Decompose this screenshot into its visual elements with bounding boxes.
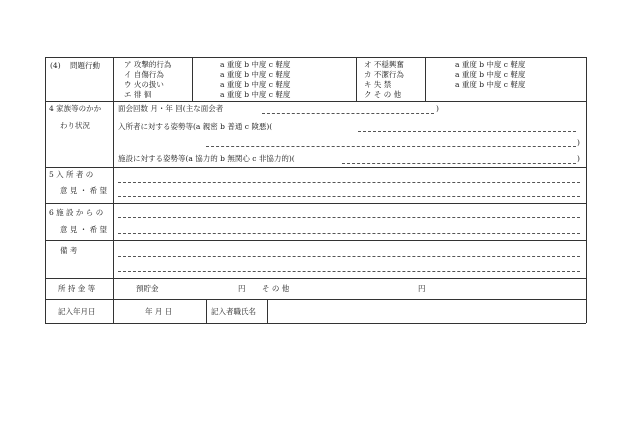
row-line-bottom: [45, 323, 586, 324]
money-label: 所 持 金 等: [58, 284, 96, 293]
other-unit: 円: [418, 284, 426, 293]
resident-opinion-label-1: 5 入 所 者 の: [49, 170, 94, 179]
resident-opinion-field-2[interactable]: [118, 196, 580, 197]
writer-name-field[interactable]: [268, 300, 585, 322]
facility-opinion-field-1[interactable]: [118, 217, 580, 218]
remarks-label: 備 考: [60, 246, 78, 255]
resident-attitude-close: ): [577, 138, 580, 147]
section4-label: 問題行動: [70, 61, 100, 70]
severity-scale: a 重度 b 中度 c 軽度: [220, 60, 291, 69]
behavior-item-ki: キ 失 禁: [364, 80, 392, 89]
family-label-line2: わり状況: [60, 121, 90, 130]
row-line-top: [45, 57, 586, 58]
resident-attitude-field-2[interactable]: [206, 146, 576, 147]
severity-scale: a 重度 b 中度 c 軽度: [455, 60, 526, 69]
row-line-remarks: [45, 240, 586, 241]
row-line-facility: [45, 203, 586, 204]
behavior-item-ka: カ 不潔行為: [364, 70, 404, 79]
resident-attitude-field[interactable]: [358, 131, 576, 132]
savings-unit: 円: [238, 284, 246, 293]
severity-scale: a 重度 b 中度 c 軽度: [220, 70, 291, 79]
section4-num: (4): [50, 61, 61, 70]
entry-date-label: 記入年月日: [58, 307, 96, 316]
resident-opinion-label-2: 意 見 ・ 希 望: [60, 186, 108, 195]
behavior-item-ku: ク そ の 他: [364, 90, 402, 99]
row-line-money: [45, 278, 586, 279]
behavior-item-a: ア 攻撃的行為: [124, 60, 172, 69]
behavior-item-e: エ 徘 徊: [124, 90, 152, 99]
visit-close: ): [436, 104, 439, 113]
visitor-field[interactable]: [262, 113, 434, 114]
severity-scale: a 重度 b 中度 c 軽度: [455, 80, 526, 89]
entry-date-field[interactable]: 年 月 日: [145, 307, 173, 316]
facility-attitude-close: ): [577, 154, 580, 163]
entry-divider-1: [206, 299, 207, 323]
severity-scale: a 重度 b 中度 c 軽度: [455, 70, 526, 79]
behavior-item-u: ウ 火の扱い: [124, 80, 164, 89]
visit-text: 面会回数 月・年 回(主な面会者: [118, 104, 224, 113]
other-label: そ の 他: [262, 284, 290, 293]
facility-opinion-field-2[interactable]: [118, 233, 580, 234]
row-line-family: [45, 101, 586, 102]
behavior-divider-3: [425, 57, 426, 101]
remarks-field-2[interactable]: [118, 271, 580, 272]
remarks-field-1[interactable]: [118, 256, 580, 257]
resident-opinion-field-1[interactable]: [118, 182, 580, 183]
label-column-divider: [113, 57, 114, 323]
facility-attitude-text: 施設に対する姿勢等(a 協力的 b 無関心 c 非協力的)(: [118, 154, 295, 163]
table-border-left: [45, 57, 46, 323]
savings-label: 預貯金: [136, 284, 159, 293]
behavior-item-i: イ 自傷行為: [124, 70, 164, 79]
behavior-item-o: オ 不穏興奮: [364, 60, 404, 69]
facility-attitude-field[interactable]: [342, 163, 576, 164]
behavior-divider-2: [356, 57, 357, 101]
row-line-resident: [45, 167, 586, 168]
facility-opinion-label-1: 6 施 設 か ら の: [49, 208, 104, 217]
severity-scale: a 重度 b 中度 c 軽度: [220, 80, 291, 89]
behavior-divider-1: [192, 57, 193, 101]
facility-opinion-label-2: 意 見 ・ 希 望: [60, 225, 108, 234]
resident-attitude-text: 入所者に対する姿勢等(a 親密 b 普通 c 険悪)(: [118, 122, 273, 131]
family-label-line1: 4 家族等のかか: [49, 104, 102, 113]
writer-label: 記入者職氏名: [211, 307, 256, 316]
table-border-right: [586, 57, 587, 323]
severity-scale: a 重度 b 中度 c 軽度: [220, 90, 291, 99]
